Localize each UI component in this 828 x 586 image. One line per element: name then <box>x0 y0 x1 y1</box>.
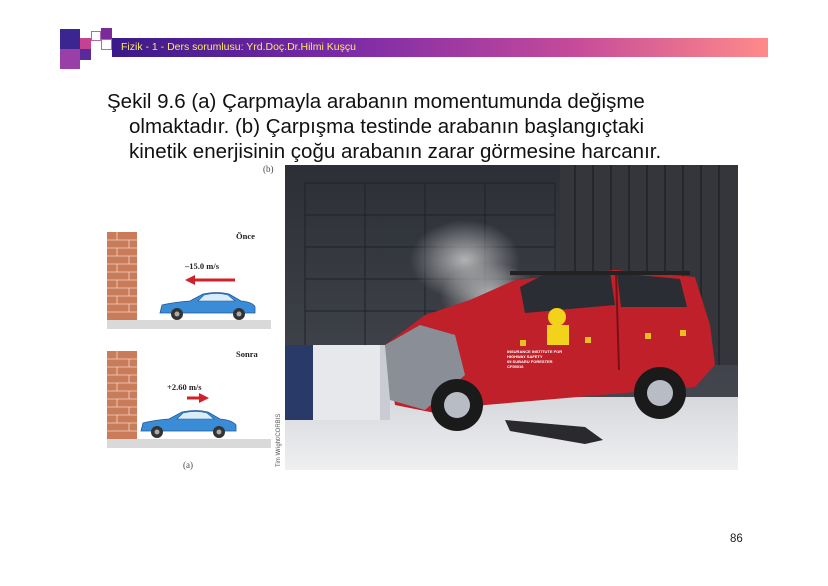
crash-test-illustration <box>285 165 738 470</box>
title-line-3: kinetik enerjisinin çoğu arabanın zarar görmesine harcanır. <box>129 140 662 163</box>
logo-square-3 <box>80 38 91 49</box>
figure-label-b: (b) <box>263 164 274 174</box>
panel-before-velocity: –15.0 m/s <box>185 261 219 271</box>
panel-after-drawing <box>105 345 273 451</box>
logo-square-5 <box>91 31 101 41</box>
logo-square-6 <box>101 28 112 39</box>
figure-label-a: (a) <box>183 460 193 470</box>
photo-credit: Tim Wright/CORBIS <box>276 413 282 467</box>
car-sign-line-2: 05 SUBARU FORESTER <box>507 359 553 364</box>
panel-after <box>105 345 273 451</box>
crash-test-photo <box>285 165 738 470</box>
car-door-sign <box>507 349 577 369</box>
panel-after-velocity: +2.60 m/s <box>167 382 202 392</box>
logo-square-1 <box>60 29 80 49</box>
panel-after-label: Sonra <box>236 349 258 359</box>
title-line-2: olmaktadır. (b) Çarpışma testinde arabanın başlangıçtaki <box>129 115 645 138</box>
panel-before <box>105 225 273 331</box>
car-sign-line-3: CF05016 <box>507 364 524 369</box>
car-sign-line-1: INSURANCE INSTITUTE FOR HIGHWAY SAFETY <box>507 349 563 359</box>
slide-title <box>107 89 727 164</box>
logo-square-4 <box>80 49 91 60</box>
title-line-1: Şekil 9.6 (a) Çarpmayla arabanın momentumunda değişme <box>107 90 645 113</box>
logo-square-7 <box>101 39 112 50</box>
logo-square-2 <box>60 49 80 69</box>
header-text: Fizik - 1 - Ders sorumlusu: Yrd.Doç.Dr.Hilmi Kuşçu <box>121 41 356 53</box>
page-number: 86 <box>730 533 743 545</box>
panel-before-label: Önce <box>236 231 255 241</box>
